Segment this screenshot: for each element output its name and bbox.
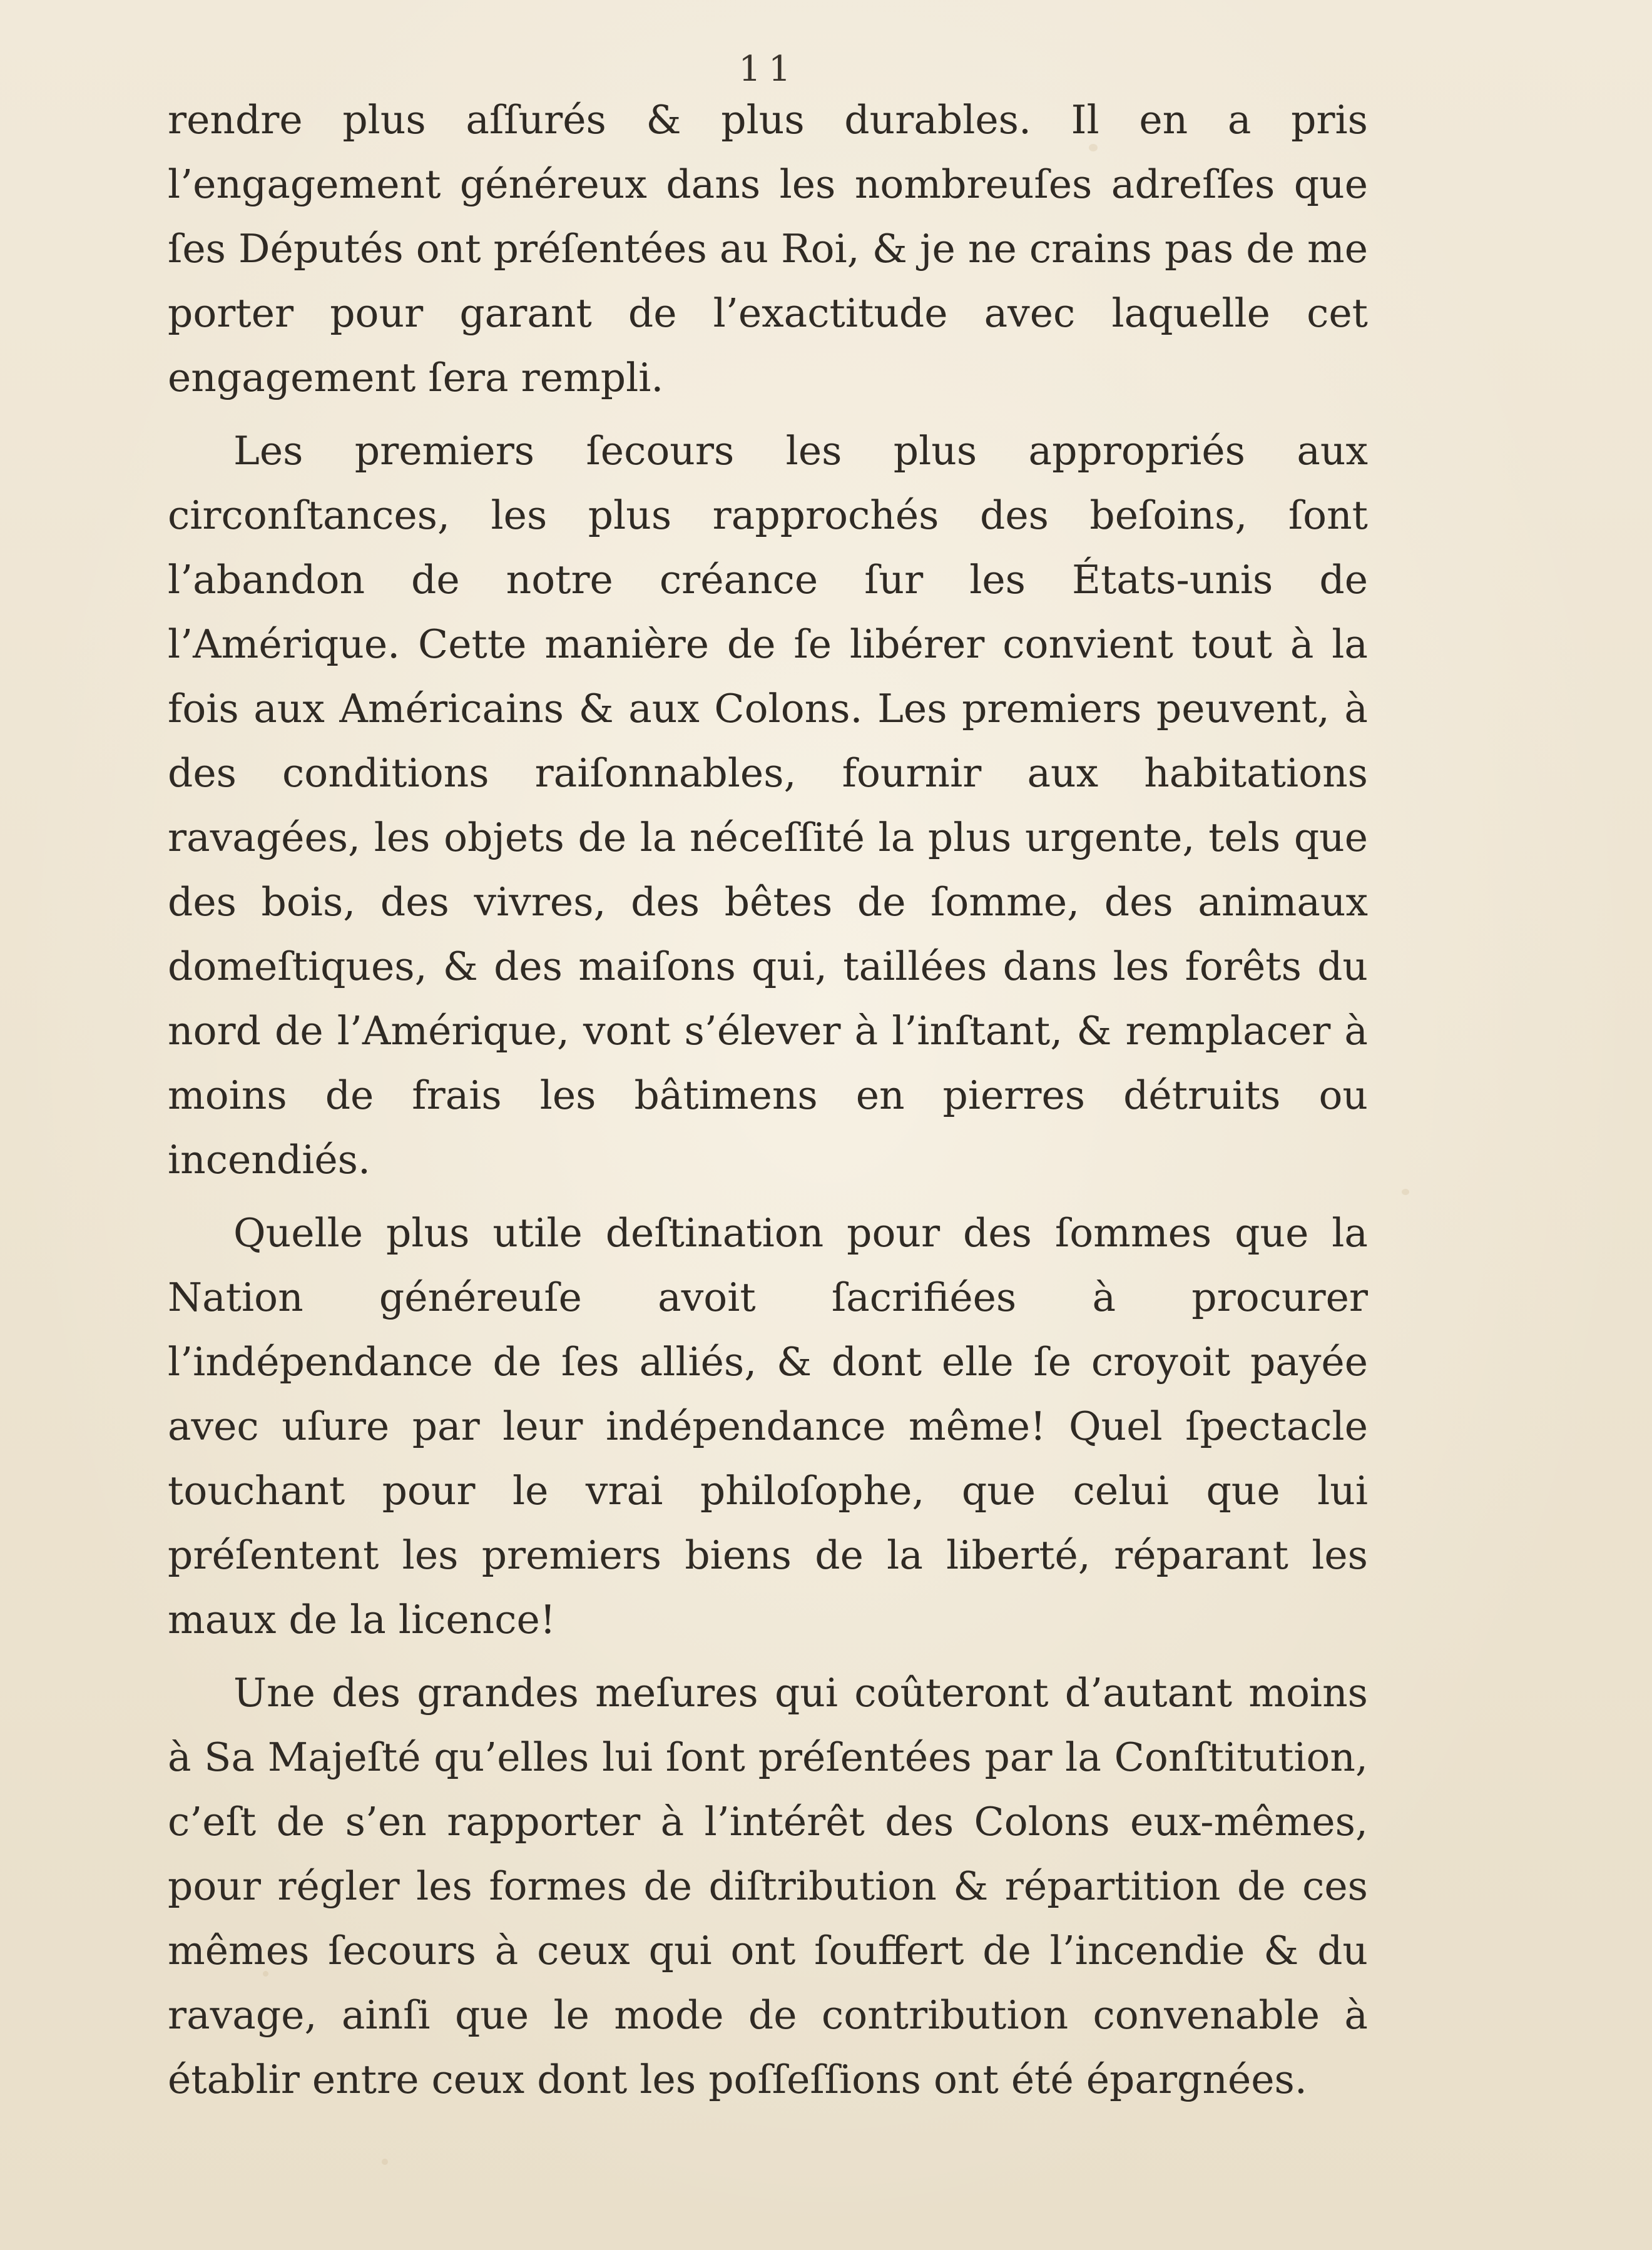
paragraph-1: rendre plus aſſurés & plus durables. Il en a pris l’engagement généreux dans les nombreuſes adreſſes que ſes Députés ont préſentées au Roi, & je ne crains pas de me porter pour garant de l’exactitude avec laquelle cet engagement ſera rempli.: [168, 97, 1368, 400]
paragraph-3: Quelle plus utile deſtination pour des ſommes que la Nation généreuſe avoit ſacrifiées à procurer l’indépendance de ſes alliés, & dont elle ſe croyoit payée avec uſure par leur indépendance même! Quel ſpectacle touchant pour le vrai philoſophe, que celui que lui préſentent les premiers biens de la liberté, réparant les maux de la licence!: [168, 1210, 1368, 1642]
paragraph-2: Les premiers ſecours les plus appropriés aux circonſtances, les plus rapprochés des beſoins, ſont l’abandon de notre créance ſur les États-unis de l’Amérique. Cette manière de ſe libérer convient tout à la fois aux Américains & aux Colons. Les premiers peuvent, à des conditions raiſonnables, fournir aux habitations ravagées, les objets de la néceſſité la plus urgente, tels que des bois, des vivres, des bêtes de ſomme, des animaux domeſtiques, & des maiſons qui, taillées dans les forêts du nord de l’Amérique, vont s’élever à l’inſtant, & remplacer à moins de frais les bâtimens en pierres détruits ou incendiés.: [168, 428, 1368, 1183]
body-text: [168, 88, 1368, 2112]
paper-stain: [1402, 1189, 1409, 1195]
paper-stain: [382, 2159, 388, 2165]
paragraph-4: Une des grandes meſures qui coûteront d’autant moins à Sa Majeſté qu’elles lui ſont préſentées par la Conſtitution, c’eſt de s’en rapporter à l’intérêt des Colons eux-mêmes, pour régler les formes de diſtribution & répartition de ces mêmes ſecours à ceux qui ont ſouffert de l’incendie & du ravage, ainſi que le mode de contribution convenable à établir entre ceux dont les poſſeſſions ont été épargnées.: [168, 1670, 1368, 2102]
page-number: 11: [738, 49, 798, 89]
